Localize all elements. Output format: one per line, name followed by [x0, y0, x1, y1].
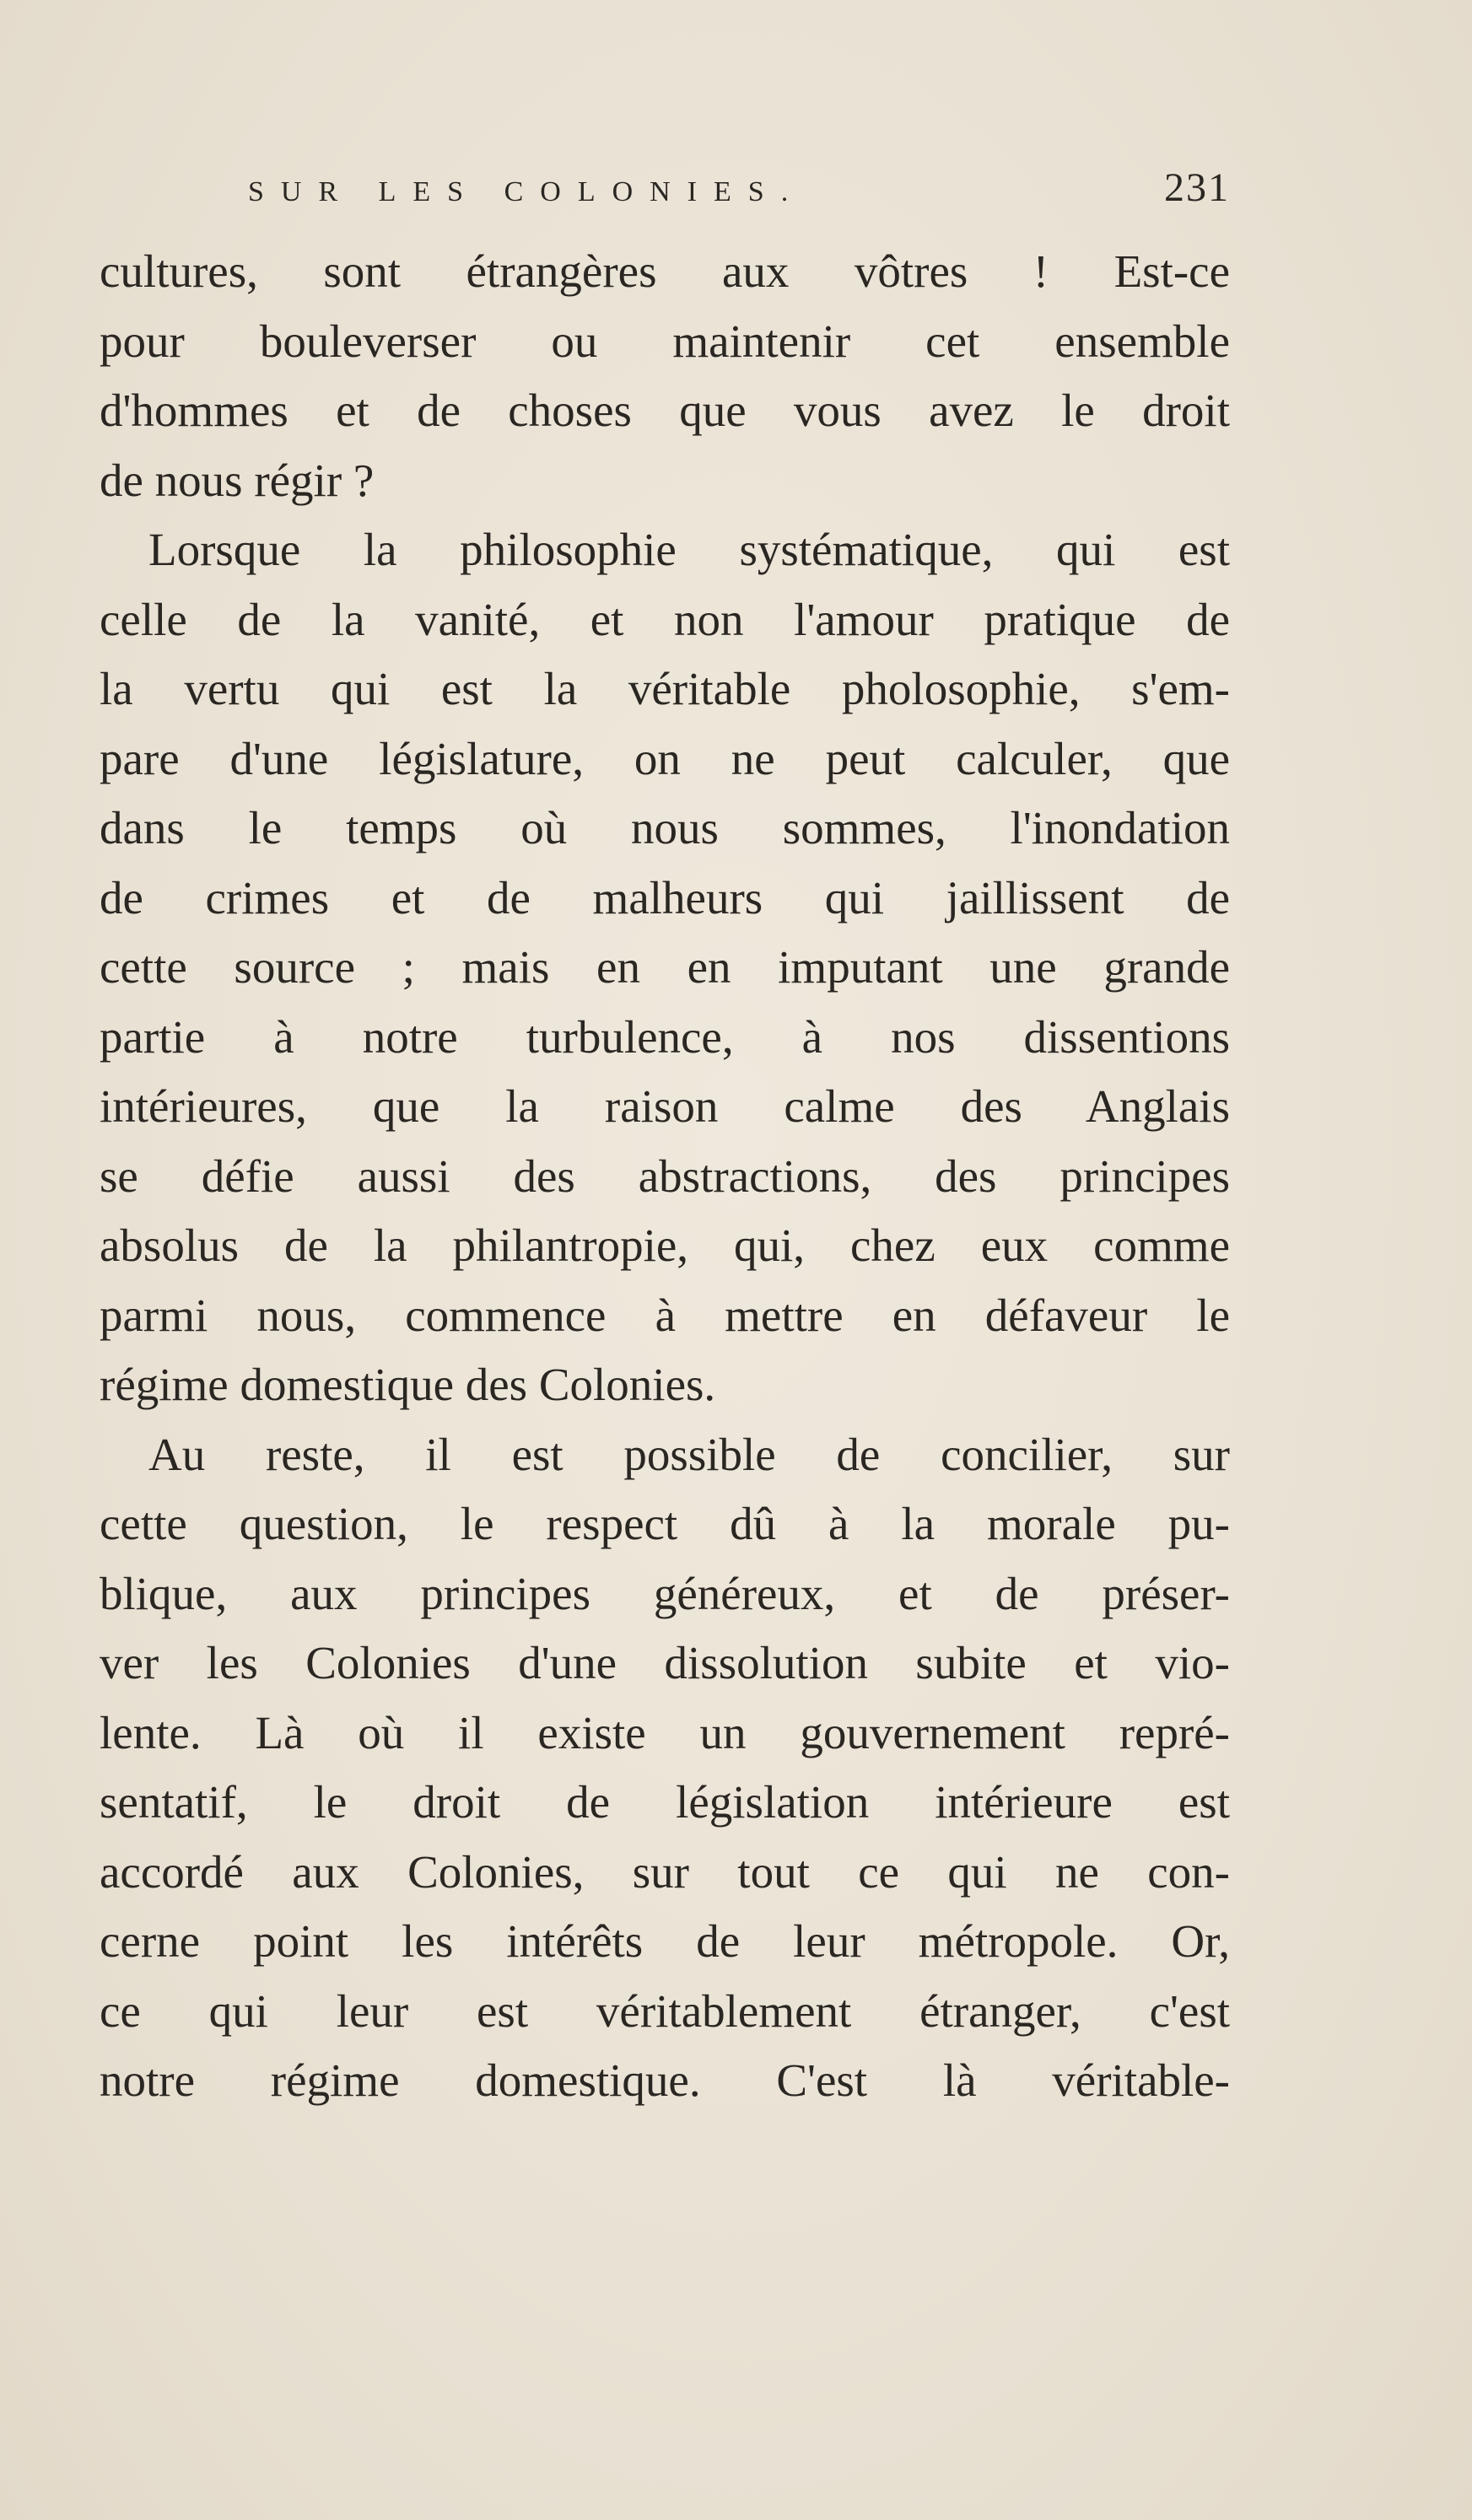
text-line: cerne point les intérêts de leur métropole. Or, [100, 1915, 1230, 1967]
text-line: de crimes et de malheurs qui jaillissent de [100, 871, 1230, 923]
text-line: se défie aussi des abstractions, des principes [100, 1150, 1230, 1202]
text-line: sentatif, le droit de législation intérieure est [100, 1776, 1230, 1828]
text-line: cette question, le respect dû à la morale pu- [100, 1498, 1230, 1549]
text-line: lente. Là où il existe un gouvernement repré- [100, 1706, 1230, 1758]
text-line: la vertu qui est la véritable pholosophie, s'em- [100, 663, 1230, 714]
text-line: accordé aux Colonies, sur tout ce qui ne con- [100, 1845, 1230, 1898]
text-line: régime domestique des Colonies. [100, 1359, 716, 1410]
text-line: cultures, sont étrangères aux vôtres ! Est-ce [100, 245, 1230, 297]
text-line: de nous régir ? [100, 454, 375, 506]
text-line: parmi nous, commence à mettre en défaveur le [100, 1289, 1230, 1341]
text-line: cette source ; mais en en imputant une grande [100, 941, 1230, 993]
text-line: intérieures, que la raison calme des Anglais [100, 1080, 1230, 1132]
text-line: blique, aux principes généreux, et de préser- [100, 1567, 1230, 1619]
text-line: partie à notre turbulence, à nos dissentions [100, 1010, 1230, 1063]
page-text-block [100, 164, 1230, 2116]
running-title: SUR LES COLONIES. [248, 176, 806, 207]
text-line: pare d'une législature, on ne peut calculer, que [100, 732, 1230, 784]
text-line: notre régime domestique. C'est là véritable- [100, 2054, 1230, 2106]
running-head [100, 164, 1230, 234]
text-line: ce qui leur est véritablement étranger, c'est [100, 1984, 1230, 2037]
text-line: pour bouleverser ou maintenir cet ensemble [100, 315, 1230, 367]
text-line: Lorsque la philosophie systématique, qui est [148, 524, 1230, 575]
text-line: celle de la vanité, et non l'amour pratique de [100, 593, 1230, 645]
text-line: absolus de la philantropie, qui, chez eux comme [100, 1220, 1230, 1271]
page-number: 231 [1164, 165, 1230, 210]
text-line: Au reste, il est possible de concilier, sur [148, 1428, 1230, 1480]
text-line: dans le temps où nous sommes, l'inondation [100, 802, 1230, 853]
text-line: ver les Colonies d'une dissolution subite et vio- [100, 1637, 1230, 1688]
text-line: d'hommes et de choses que vous avez le droit [100, 385, 1230, 436]
